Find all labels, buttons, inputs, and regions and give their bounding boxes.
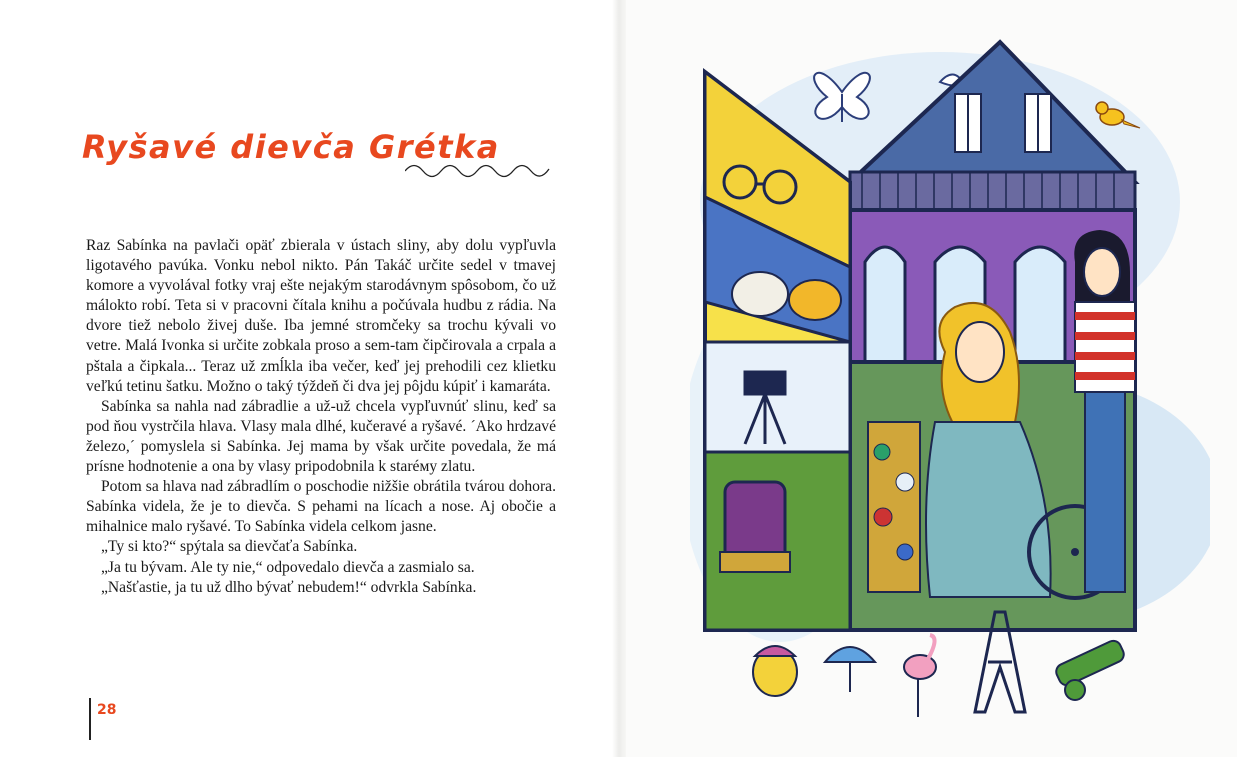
title-squiggle-ornament — [405, 160, 557, 182]
book-gutter — [612, 0, 626, 757]
body-text — [86, 236, 556, 598]
page-number-rule — [89, 698, 91, 740]
paragraph: Sabínka sa nahla nad zábradlie a už-už chcela vypľuvnúť slinu, keď sa pod ňou vystrčila hlava. Vlasy mala dlhé, kučeravé a ryšavé. ´Ako hrdzavé železo,´ pomyslela si Sabínka. Jej mama by však určite povedala, že má prísne hodnotenie a ona by vlasy pripodobnila k staréму zlatu. — [86, 397, 556, 476]
chapter-title: Ryšavé dievča Grétka — [82, 128, 500, 166]
boy-in-hat-icon — [753, 646, 797, 696]
umbrella-icon — [825, 647, 875, 692]
house-illustration — [690, 32, 1210, 732]
paragraph: Raz Sabínka na pavlači opäť zbierala v ústach sliny, aby dolu vypľuvla ligotavého pavúka. Vonku nebol nikto. Pán Takáč určite sedel v tmavej komore a vyvolával fotky vraj ešte nejakým starodávnym spôsobom, čo už málokto robí. Teta si v pracovni čítala knihu a počúvala hudbu z rádia. Na dvore tiež nebolo živej duše. Iba jemné stromčeky sa trochu kývali vo vetre. Malá Ivonka si určite zobkala proso a sem-tam čipčirovala a crpala a pštala a čipkala... Teraz už zmĺkla iba večer, keď jej prehodili cez klietku veľkú tetinu šatku. Možno o taký týždeň či dva jej pôjdu kúpiť i kamaráta. — [86, 237, 556, 395]
paragraph: Potom sa hlava nad zábradlím o poschodie nižšie obrátila tvárou dohora. Sabínka videla, že je to dievča. S pehami na lícach a nose. Aj obočie a mihalnice malo ryšavé. To Sabínka videla celkom jasne. — [86, 478, 556, 536]
page-number: 28 — [97, 702, 117, 718]
flamingo-icon — [904, 635, 936, 717]
dialogue-line: „Našťastie, ja tu už dlho bývať nebudem!“ odvrkla Sabínka. — [101, 578, 477, 596]
dialogue-line: „Ty si kto?“ spýtala sa dievčaťa Sabínka. — [101, 538, 358, 556]
dialogue-line: „Ja tu bývam. Ale ty nie,“ odpovedalo dievča a zasmialo sa. — [101, 558, 475, 576]
cannon-icon — [1054, 638, 1127, 700]
armchair-panel — [720, 482, 790, 572]
